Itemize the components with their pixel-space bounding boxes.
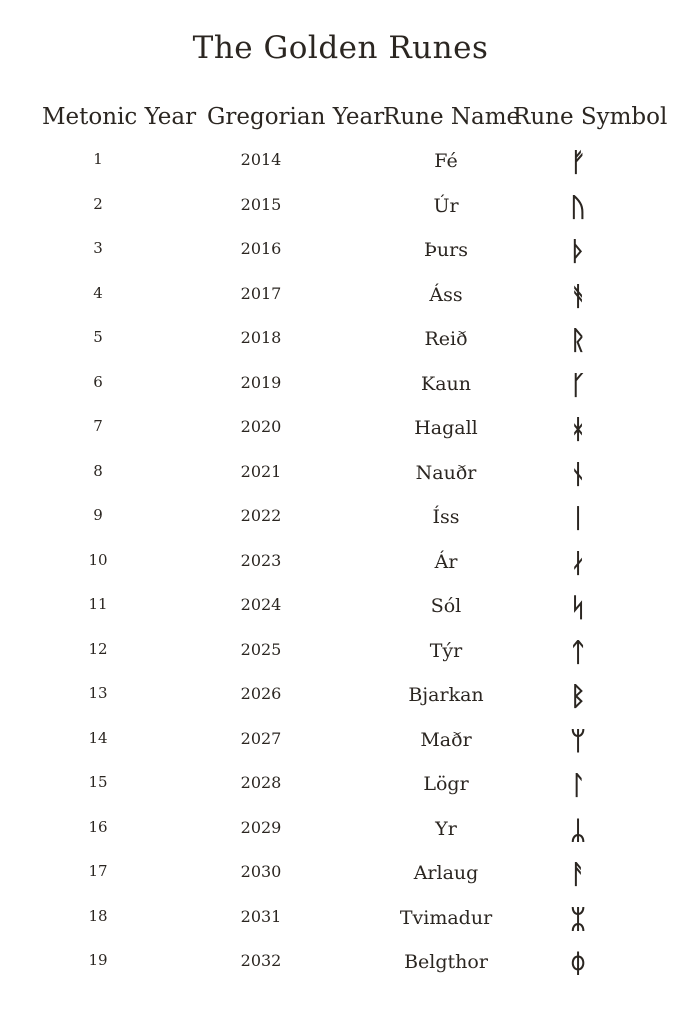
metonic-year-cell: 13: [88, 684, 108, 702]
gregorian-year-cell: 2031: [240, 906, 282, 926]
rune-name-cell: Týr: [429, 639, 463, 662]
rune-symbol-icon: ᚾ: [570, 459, 586, 490]
rune-name-cell: Maðr: [420, 728, 472, 751]
rune-name-cell: Sól: [430, 595, 462, 617]
rune-name-cell: Arlaug: [413, 862, 479, 884]
rune-symbol-icon: ᚼ: [570, 415, 586, 445]
table-row: [0, 951, 697, 991]
gregorian-year-cell: 2015: [240, 194, 282, 214]
metonic-year-cell: 1: [93, 150, 103, 168]
metonic-year-cell: 18: [88, 906, 108, 925]
gregorian-year-cell: 2021: [240, 461, 282, 481]
rune-name-cell: Belgthor: [404, 951, 488, 973]
table-row: [0, 370, 697, 413]
metonic-year-cell: 6: [93, 372, 103, 391]
rune-symbol-icon: ᚴ: [570, 370, 586, 401]
header-metonic-year: Metonic Year: [42, 104, 197, 130]
metonic-year-cell: 2: [93, 194, 103, 213]
gregorian-year-cell: 2032: [240, 951, 282, 970]
rune-symbol-icon: ᛏ: [570, 637, 586, 668]
metonic-year-cell: 17: [88, 862, 108, 880]
metonic-year-cell: 5: [93, 328, 103, 346]
rune-name-cell: Fé: [434, 150, 458, 172]
rune-symbol-icon: ᚬ: [570, 281, 586, 312]
rune-symbol-icon: ᛒ: [570, 682, 586, 712]
metonic-year-cell: 12: [88, 639, 108, 658]
table-row: [0, 459, 697, 502]
table-row: [0, 595, 697, 635]
rune-name-cell: Bjarkan: [408, 684, 484, 706]
table-row: [0, 815, 697, 858]
header-rune-symbol: Rune Symbol: [513, 104, 668, 130]
rune-symbol-icon: ᚱ: [570, 326, 586, 356]
table-row: [0, 773, 697, 813]
table-row: [0, 684, 697, 724]
gregorian-year-cell: 2018: [240, 328, 282, 347]
rune-name-cell: Ár: [434, 550, 458, 573]
table-row: [0, 150, 697, 190]
gregorian-year-cell: 2022: [240, 506, 282, 525]
table-row: [0, 506, 697, 546]
gregorian-year-cell: 2024: [240, 595, 282, 614]
rune-name-cell: Kaun: [421, 372, 471, 395]
rune-symbol-icon: ᛰ: [570, 949, 586, 979]
rune-symbol-icon: ᛚ: [570, 771, 586, 801]
metonic-year-cell: 9: [93, 506, 103, 524]
table-row: [0, 239, 697, 279]
rune-name-cell: Yr: [435, 817, 457, 840]
rune-symbol-icon: ᛁ: [570, 504, 586, 534]
metonic-year-cell: 16: [88, 817, 108, 836]
rune-symbol-icon: ᛅ: [570, 548, 586, 579]
table-row: [0, 637, 697, 680]
metonic-year-cell: 19: [88, 951, 108, 969]
rune-symbol-icon: ᚢ: [570, 192, 586, 223]
table-row: [0, 904, 697, 947]
rune-name-cell: Tvimadur: [399, 906, 493, 929]
header-rune-name: Rune Name: [383, 104, 521, 130]
rune-symbol-icon: ᚦ: [570, 237, 586, 267]
gregorian-year-cell: 2019: [240, 372, 282, 392]
gregorian-year-cell: 2025: [240, 639, 282, 659]
rune-name-cell: Áss: [429, 283, 463, 306]
table-row: [0, 328, 697, 368]
metonic-year-cell: 8: [93, 461, 103, 480]
header-gregorian-year: Gregorian Year: [207, 104, 385, 130]
gregorian-year-cell: 2028: [240, 773, 282, 792]
table-row: [0, 548, 697, 591]
gregorian-year-cell: 2029: [240, 817, 282, 837]
table-row: [0, 417, 697, 457]
metonic-year-cell: 4: [93, 283, 103, 302]
rune-name-cell: Úr: [433, 194, 459, 217]
metonic-year-cell: 10: [88, 550, 108, 569]
rune-name-cell: Þurs: [424, 239, 468, 261]
rune-symbol-icon: ᛘ: [570, 726, 586, 757]
metonic-year-cell: 14: [88, 728, 108, 747]
table-row: [0, 192, 697, 235]
rune-symbol-icon: ᛋ: [570, 593, 586, 623]
rune-name-cell: Íss: [432, 506, 460, 528]
metonic-year-cell: 11: [88, 595, 108, 613]
gregorian-year-cell: 2030: [240, 862, 282, 881]
gregorian-year-cell: 2023: [240, 550, 282, 570]
gregorian-year-cell: 2027: [240, 728, 282, 748]
gregorian-year-cell: 2026: [240, 684, 282, 703]
table-row: [0, 726, 697, 769]
gregorian-year-cell: 2016: [240, 239, 282, 258]
page-title: The Golden Runes: [192, 30, 489, 66]
rune-name-cell: Nauðr: [415, 461, 477, 484]
gregorian-year-cell: 2017: [240, 283, 282, 303]
metonic-year-cell: 15: [88, 773, 108, 791]
table-row: [0, 862, 697, 902]
rune-symbol-icon: ᛯ: [570, 904, 586, 935]
gregorian-year-cell: 2014: [240, 150, 282, 169]
metonic-year-cell: 3: [93, 239, 103, 257]
gregorian-year-cell: 2020: [240, 417, 282, 436]
rune-name-cell: Hagall: [414, 417, 478, 439]
rune-symbol-icon: ᚠ: [570, 148, 586, 178]
rune-symbol-icon: ᚨ: [570, 860, 586, 890]
rune-name-cell: Reið: [424, 328, 468, 350]
rune-symbol-icon: ᛦ: [570, 815, 586, 846]
metonic-year-cell: 7: [93, 417, 103, 435]
table-row: [0, 281, 697, 324]
rune-name-cell: Lögr: [423, 773, 469, 795]
